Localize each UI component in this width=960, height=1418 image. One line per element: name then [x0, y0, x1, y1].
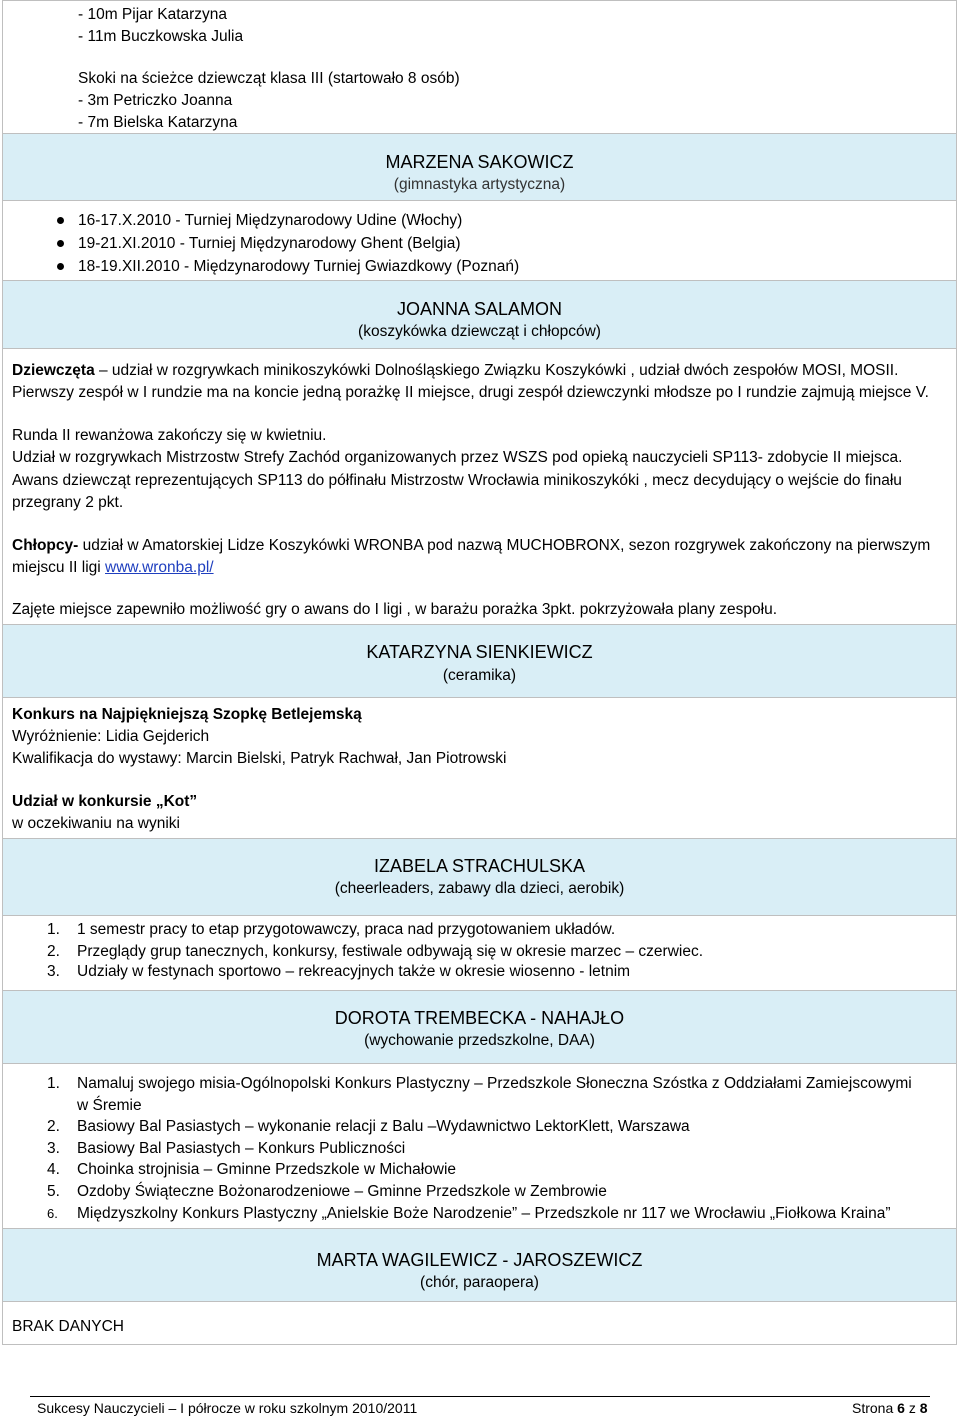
list-item: 16-17.X.2010 - Turniej Międzynarodowy Udine (Włochy) [78, 212, 463, 229]
list-number: 1. [47, 1075, 60, 1092]
teacher-name: JOANNA SALAMON [396, 299, 563, 319]
list-item: 1 semestr pracy to etap przygotowawczy, praca nad przygotowaniem układów. [77, 921, 616, 938]
result-line: - 11m Buczkowska Julia [78, 28, 244, 45]
bullet-icon [57, 240, 64, 247]
contest-title: Konkurs na Najpiękniejszą Szopkę Betlejemską [12, 706, 362, 723]
list-item: Ozdoby Świąteczne Bożonarodzeniowe – Gminne Przedszkole w Zembrowie [77, 1183, 607, 1200]
boys-label: Chłopcy- [12, 537, 79, 554]
bullet-icon [57, 217, 64, 224]
result-line: - 7m Bielska Katarzyna [78, 114, 238, 131]
footer-rule [30, 1396, 930, 1397]
list-item: Basiowy Bal Pasiastych – Konkurs Publiczności [77, 1140, 406, 1157]
event-heading: Skoki na ścieżce dziewcząt klasa III (startowało 8 osób) [78, 70, 460, 87]
teacher-subject: (gimnastyka artystyczna) [393, 176, 566, 193]
list-item: Przeglądy grup tanecznych, konkursy, festiwale odbywają się w okresie marzec – czerwiec. [77, 943, 704, 960]
list-item: Międzyszkolny Konkurs Plastyczny „Anielskie Boże Narodzenie” – Przedszkole nr 117 we Wrocławiu „Fiołkowa Kraina” [77, 1205, 891, 1222]
list-item: 19-21.XI.2010 - Turniej Międzynarodowy Ghent (Belgia) [78, 235, 461, 252]
list-number: 5. [47, 1183, 60, 1200]
list-item: Udziały w festynach sportowo – rekreacyjnych także w okresie wiosenno - letnim [77, 963, 631, 980]
section-header-band [3, 839, 956, 915]
qualification-line: Kwalifikacja do wystawy: Marcin Bielski, Patryk Rachwał, Jan Piotrowski [12, 750, 507, 767]
result-line: - 3m Petriczko Joanna [78, 92, 233, 109]
boys-paragraph [12, 535, 947, 579]
list-number: 6. [47, 1206, 58, 1221]
teacher-subject: (wychowanie przedszkolne, DAA) [364, 1032, 595, 1049]
teacher-name: IZABELA STRACHULSKA [373, 856, 586, 876]
boys-text: udział w Amatorskiej Lidze Koszykówki WRONBA pod nazwą MUCHOBRONX, sezon rozgrywek zakończony na pierwszym miejscu II ligi [12, 537, 931, 576]
list-number: 4. [47, 1161, 60, 1178]
no-data-note: BRAK DANYCH [12, 1318, 124, 1335]
award-line: Wyróżnienie: Lidia Gejderich [12, 728, 210, 745]
list-item: Choinka strojnisia – Gminne Przedszkole w Michałowie [77, 1161, 457, 1178]
girls-line: Awans dziewcząt reprezentujących SP113 do półfinału Mistrzostw Wrocławia minikoszykóki , mecz decydujący o wejście do finału przegrany 2 pkt. [12, 472, 902, 511]
result-line: - 10m Pijar Katarzyna [78, 6, 228, 23]
girls-text: – udział w rozgrywkach minikoszykówki Dolnośląskiego Związku Koszykówki , udział dwóch zespołów MOSI, MOSII. Pierwszy zespół w I rundzie ma na koncie jedną porażkę II miejsce, drugi zespół dziewczynki młodsze po I rundzie zajmują miejsce V. [12, 362, 929, 401]
teacher-name: DOROTA TREMBECKA - NAHAJŁO [334, 1008, 625, 1028]
page-number: Strona 6 z 8 [852, 1400, 928, 1416]
status-line: w oczekiwaniu na wyniki [12, 815, 180, 832]
teacher-name: MARTA WAGILEWICZ - JAROSZEWICZ [316, 1250, 643, 1270]
boys-line: Zajęte miejsce zapewniło możliwość gry o awans do I ligi , w barażu porażka 3pkt. pokrzyżowała plany zespołu. [12, 601, 778, 618]
teacher-subject: (ceramika) [442, 667, 517, 684]
girls-label: Dziewczęta [12, 362, 95, 379]
teacher-name: KATARZYNA SIENKIEWICZ [366, 642, 593, 662]
girls-line: Udział w rozgrywkach Mistrzostw Strefy Zachód organizowanych przez WSZS pod opieką nauczycieli SP113- zdobycie II miejsca. [12, 449, 903, 466]
list-item-continued: w Śremie [77, 1097, 142, 1114]
teacher-name: MARZENA SAKOWICZ [385, 152, 574, 172]
list-number: 3. [47, 1140, 60, 1157]
girls-line: Runda II rewanżowa zakończy się w kwietniu. [12, 427, 327, 444]
footer-title: Sukcesy Nauczycieli – I półrocze w roku szkolnym 2010/2011 [37, 1400, 418, 1416]
teacher-subject: (koszykówka dziewcząt i chłopców) [358, 323, 601, 340]
girls-paragraph [12, 360, 947, 404]
list-number: 2. [47, 1118, 60, 1135]
teacher-subject: (chór, paraopera) [420, 1274, 539, 1291]
list-number: 2. [47, 943, 60, 960]
list-item: Namaluj swojego misia-Ogólnopolski Konkurs Plastyczny – Przedszkole Słoneczna Szóstka z Oddziałami Zamiejscowymi [77, 1075, 912, 1092]
list-item: 18-19.XII.2010 - Międzynarodowy Turniej Gwiazdkowy (Poznań) [78, 258, 520, 275]
list-number: 3. [47, 963, 60, 980]
teacher-subject: (cheerleaders, zabawy dla dzieci, aerobik) [334, 880, 625, 897]
bullet-icon [57, 263, 64, 270]
wronba-link[interactable]: www.wronba.pl/ [105, 559, 214, 576]
list-number: 1. [47, 921, 60, 938]
contest-title: Udział w konkursie „Kot” [12, 793, 198, 810]
list-item: Basiowy Bal Pasiastych – wykonanie relacji z Balu –Wydawnictwo LektorKlett, Warszawa [77, 1118, 690, 1135]
